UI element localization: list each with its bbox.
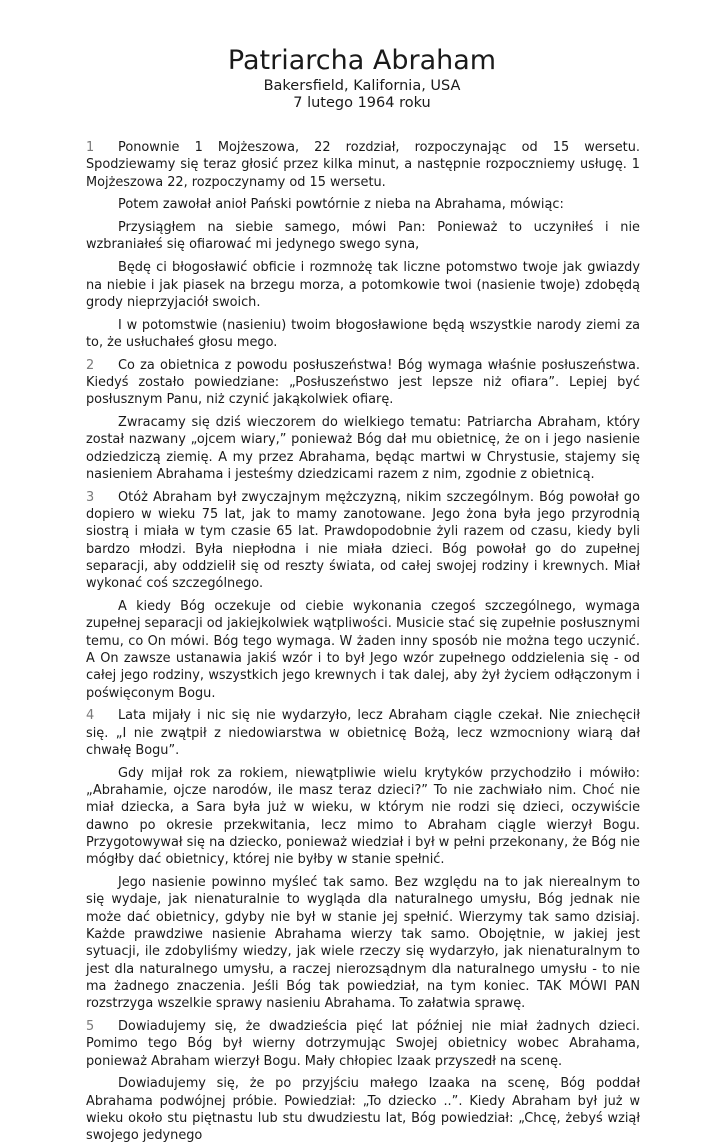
paragraph-number: 3 xyxy=(86,489,95,505)
paragraph xyxy=(86,357,640,409)
paragraph-text: Gdy mijał rok za rokiem, niewątpliwie wielu krytyków przychodziło i mówiło: „Abrahamie, ojcze narodów, ile masz teraz dzieci?” To nie zachwiało nim. Choć nie miał dziecka, a Sara była już w wieku, w którym nie rodzi się dzieci, oczywiście dawno po okresie przekwitania, lecz mimo to Abraham ciągle wierzył Bogu. Przygotowywał się na dziecko, ponieważ wiedział i był w pełni przekonany, że Bóg nie mógłby dać obietnicy, której nie byłby w stanie spełnić. xyxy=(86,765,640,868)
paragraph xyxy=(86,259,640,311)
paragraph-text: Przysiągłem na siebie samego, mówi Pan: Ponieważ to uczyniłeś i nie wzbraniałeś się ofiarować mi jedynego swego syna, xyxy=(86,220,640,253)
paragraph-number: 1 xyxy=(86,140,95,155)
paragraph xyxy=(86,489,640,593)
paragraph xyxy=(86,874,640,1012)
paragraph-text: I w potomstwie (nasieniu) twoim błogosławione będą wszystkie narody ziemi za to, że usłuchałeś głosu mego. xyxy=(86,317,640,350)
document-header xyxy=(0,44,724,112)
paragraph-text: Co za obietnica z powodu posłuszeństwa! Bóg wymaga właśnie posłuszeństwa. Kiedyś zostało powiedziane: „Posłuszeństwo jest lepsze niż ofiara”. Lepiej być posłusznym Panu, niż czynić jakąkolwiek ofiarę. xyxy=(86,357,640,408)
paragraph xyxy=(86,1018,640,1070)
paragraph xyxy=(86,765,640,869)
sermon-date: 7 lutego 1964 roku xyxy=(293,95,431,111)
sermon-location: Bakersfield, Kalifornia, USA xyxy=(263,78,461,94)
paragraph-text: Lata mijały i nic się nie wydarzyło, lecz Abraham ciągle czekał. Nie zniechęcił się. „I nie zwątpił z niedowiarstwa w obietnicę Bożą, lecz wzmocniony wiarą dał chwałę Bogu”. xyxy=(86,708,640,758)
paragraph xyxy=(86,196,640,213)
paragraph xyxy=(86,707,640,759)
paragraph xyxy=(86,139,640,191)
paragraph xyxy=(86,317,640,352)
paragraph-text: Otóż Abraham był zwyczajnym mężczyzną, nikim szczególnym. Bóg powołał go dopiero w wieku 75 lat, jak to mamy zanotowane. Jego żona była jego przyrodnią siostrą i miała w tym czasie 65 lat. Prawdopodobnie żyli razem od czasu, kiedy byli bardzo młodzi. Była niepłodna i nie miała dzieci. Bóg powołał go do zupełnej separacji, aby oddzielił się od reszty świata, od całej swojej rodziny i krewnych. Miał wykonać coś szczególnego. xyxy=(86,489,640,592)
paragraph xyxy=(86,1075,640,1144)
paragraph-text: Będę ci błogosławić obficie i rozmnożę tak liczne potomstwo twoje jak gwiazdy na niebie i jak piasek na brzegu morza, a potomkowie twoi (nasienie twoje) zdobędą grody nieprzyjaciół swoich. xyxy=(86,260,640,310)
paragraph-text: Jego nasienie powinno myśleć tak samo. Bez względu na to jak nierealnym to się wydaje, jak nienaturalnie to wygląda dla naturalnego umysłu, Bóg jednak nie może dać obietnicy, gdyby nie był w stanie jej spełnić. Wierzymy tak samo dzisiaj. Każde prawdziwe nasienie Abrahama wierzy tak samo. Obojętnie, w jakiej jest sytuacji, ile zdobyliśmy wiedzy, jak wiele rzeczy się wydarzyło, jak nienaturalnym to jest dla naturalnego umysłu, a raczej nierozsądnym dla naturalnego umysłu - to nie ma żadnego znaczenia. Jeśli Bóg tak powiedział, na tym koniec. TAK MÓWI PAN rozstrzyga wszelkie sprawy nasieniu Abrahama. To załatwia sprawę. xyxy=(86,875,640,1012)
sermon-title: Patriarcha Abraham xyxy=(227,45,497,76)
paragraph xyxy=(86,414,640,483)
sermon-body xyxy=(86,139,640,1145)
paragraph-text: Zwracamy się dziś wieczorem do wielkiego tematu: Patriarcha Abraham, który został nazwany „ojcem wiary,” ponieważ Bóg dał mu obietnicę, że on i jego nasienie odziedziczą ziemię. A my przez Abrahama, będąc martwi w Chrystusie, stajemy się nasieniem Abrahama i jesteśmy dziedzicami razem z nim, zgodnie z obietnicą. xyxy=(86,415,640,483)
paragraph-text: Potem zawołał anioł Pański powtórnie z nieba na Abrahama, mówiąc: xyxy=(118,197,564,213)
paragraph xyxy=(86,598,640,702)
paragraph xyxy=(86,219,640,254)
paragraph-number: 4 xyxy=(86,708,95,724)
paragraph-text: A kiedy Bóg oczekuje od ciebie wykonania czegoś szczególnego, wymaga zupełnej separacji od jakiejkolwiek wątpliwości. Musicie stać się zupełnie posłusznymi temu, co On mówi. Bóg tego wymaga. W żaden inny sposób nie można tego uczynić. A On zawsze ustanawia jakiś wzór i to był Jego wzór zupełnego oddzielenia się - od całej jego rodziny, wszystkich jego krewnych i tak dalej, aby żył życiem odłączonym i poświęconym Bogu. xyxy=(86,599,640,701)
paragraph-text: Dowiadujemy się, że dwadzieścia pięć lat później nie miał żadnych dzieci. Pomimo tego Bóg był wierny dotrzymując Swojej obietnicy wobec Abrahama, ponieważ Abraham wierzył Bogu. Mały chłopiec Izaak przyszedł na scenę. xyxy=(86,1018,640,1069)
paragraph-number: 5 xyxy=(86,1018,95,1034)
paragraph-number: 2 xyxy=(86,357,95,373)
paragraph-text: Ponownie 1 Mojżeszowa, 22 rozdział, rozpoczynając od 15 wersetu. Spodziewamy się teraz głosić przez kilka minut, a następnie rozpoczniemy usługę. 1 Mojżeszowa 22, rozpoczynamy od 15 wersetu. xyxy=(86,140,640,190)
paragraph-text: Dowiadujemy się, że po przyjściu małego Izaaka na scenę, Bóg poddał Abrahama podwójnej próbie. Powiedział: „To dziecko ..”. Kiedy Abraham był już w wieku około stu piętnastu lub stu dwudziestu lat, Bóg powiedział: „Chcę, żebyś wziął swojego jedynego xyxy=(86,1076,640,1144)
